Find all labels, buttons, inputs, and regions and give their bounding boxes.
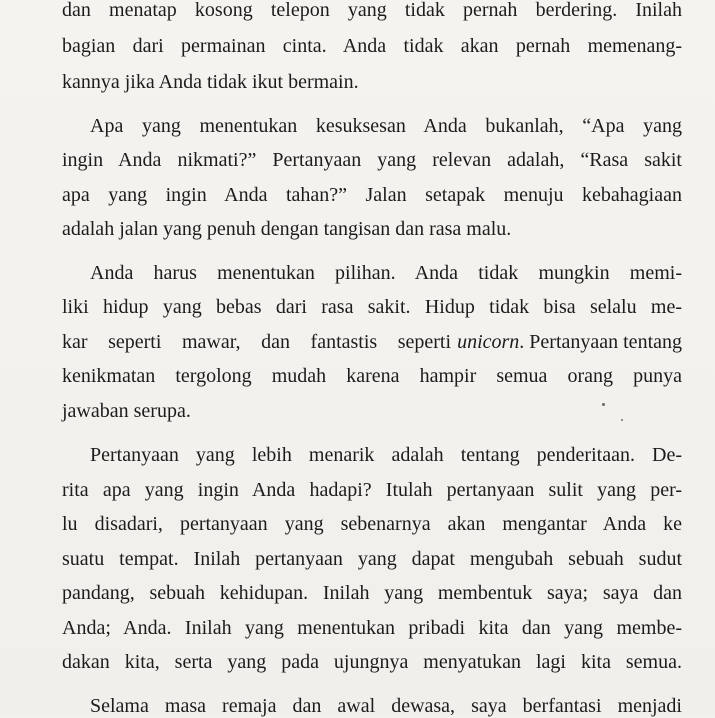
text-line: Selama masa remaja dan awal dewasa, saya berfantasi menjadi [90,695,682,717]
italic-word: unicorn [457,331,520,353]
text-line: Anda harus menentukan pilihan. Anda tidak mungkin memi- [90,262,682,284]
text-line: Anda; Anda. Inilah yang menentukan pribadi kita dan yang membe- [62,617,682,639]
text-line: kannya jika Anda tidak ikut bermain. [62,71,359,93]
text-line: suatu tempat. Inilah pertanyaan yang dapat mengubah sebuah sudut [62,548,682,570]
text-line: jawaban serupa. [62,400,191,422]
text-segment: kar seperti mawar, dan fantastis seperti [62,331,452,353]
text-line [62,330,682,354]
dust-speck [602,403,605,406]
text-line: Pertanyaan yang lebih menarik adalah tentang penderitaan. De- [90,444,682,466]
text-line: rita apa yang ingin Anda hadapi? Itulah pertanyaan sulit yang per- [62,479,682,501]
text-line: kenikmatan tergolong mudah karena hampir semua orang punya [62,365,682,387]
text-line: apa yang ingin Anda tahan?” Jalan setapak menuju kebahagiaan [62,184,682,206]
text-segment: . Pertanyaan tentang [519,331,682,353]
text-line: dakan kita, serta yang pada ujungnya menyatukan lagi kita semua. [62,651,682,673]
text-line: ingin Anda nikmati?” Pertanyaan yang relevan adalah, “Rasa sakit [62,149,682,171]
text-line: lu disadari, pertanyaan yang sebenarnya akan mengantar Anda ke [62,513,682,535]
dust-speck [621,419,623,421]
text-line: dan menatap kosong telepon yang tidak pernah berdering. Inilah [62,0,682,21]
text-line: adalah jalan yang penuh dengan tangisan dan rasa malu. [62,218,512,240]
text-line: Apa yang menentukan kesuksesan Anda bukanlah, “Apa yang [90,115,682,137]
text-line: liki hidup yang bebas dari rasa sakit. Hidup tidak bisa selalu me- [62,296,682,318]
text-line: bagian dari permainan cinta. Anda tidak akan pernah memenang- [62,35,682,57]
text-line: pandang, sebuah kehidupan. Inilah yang membentuk saya; saya dan [62,582,682,604]
